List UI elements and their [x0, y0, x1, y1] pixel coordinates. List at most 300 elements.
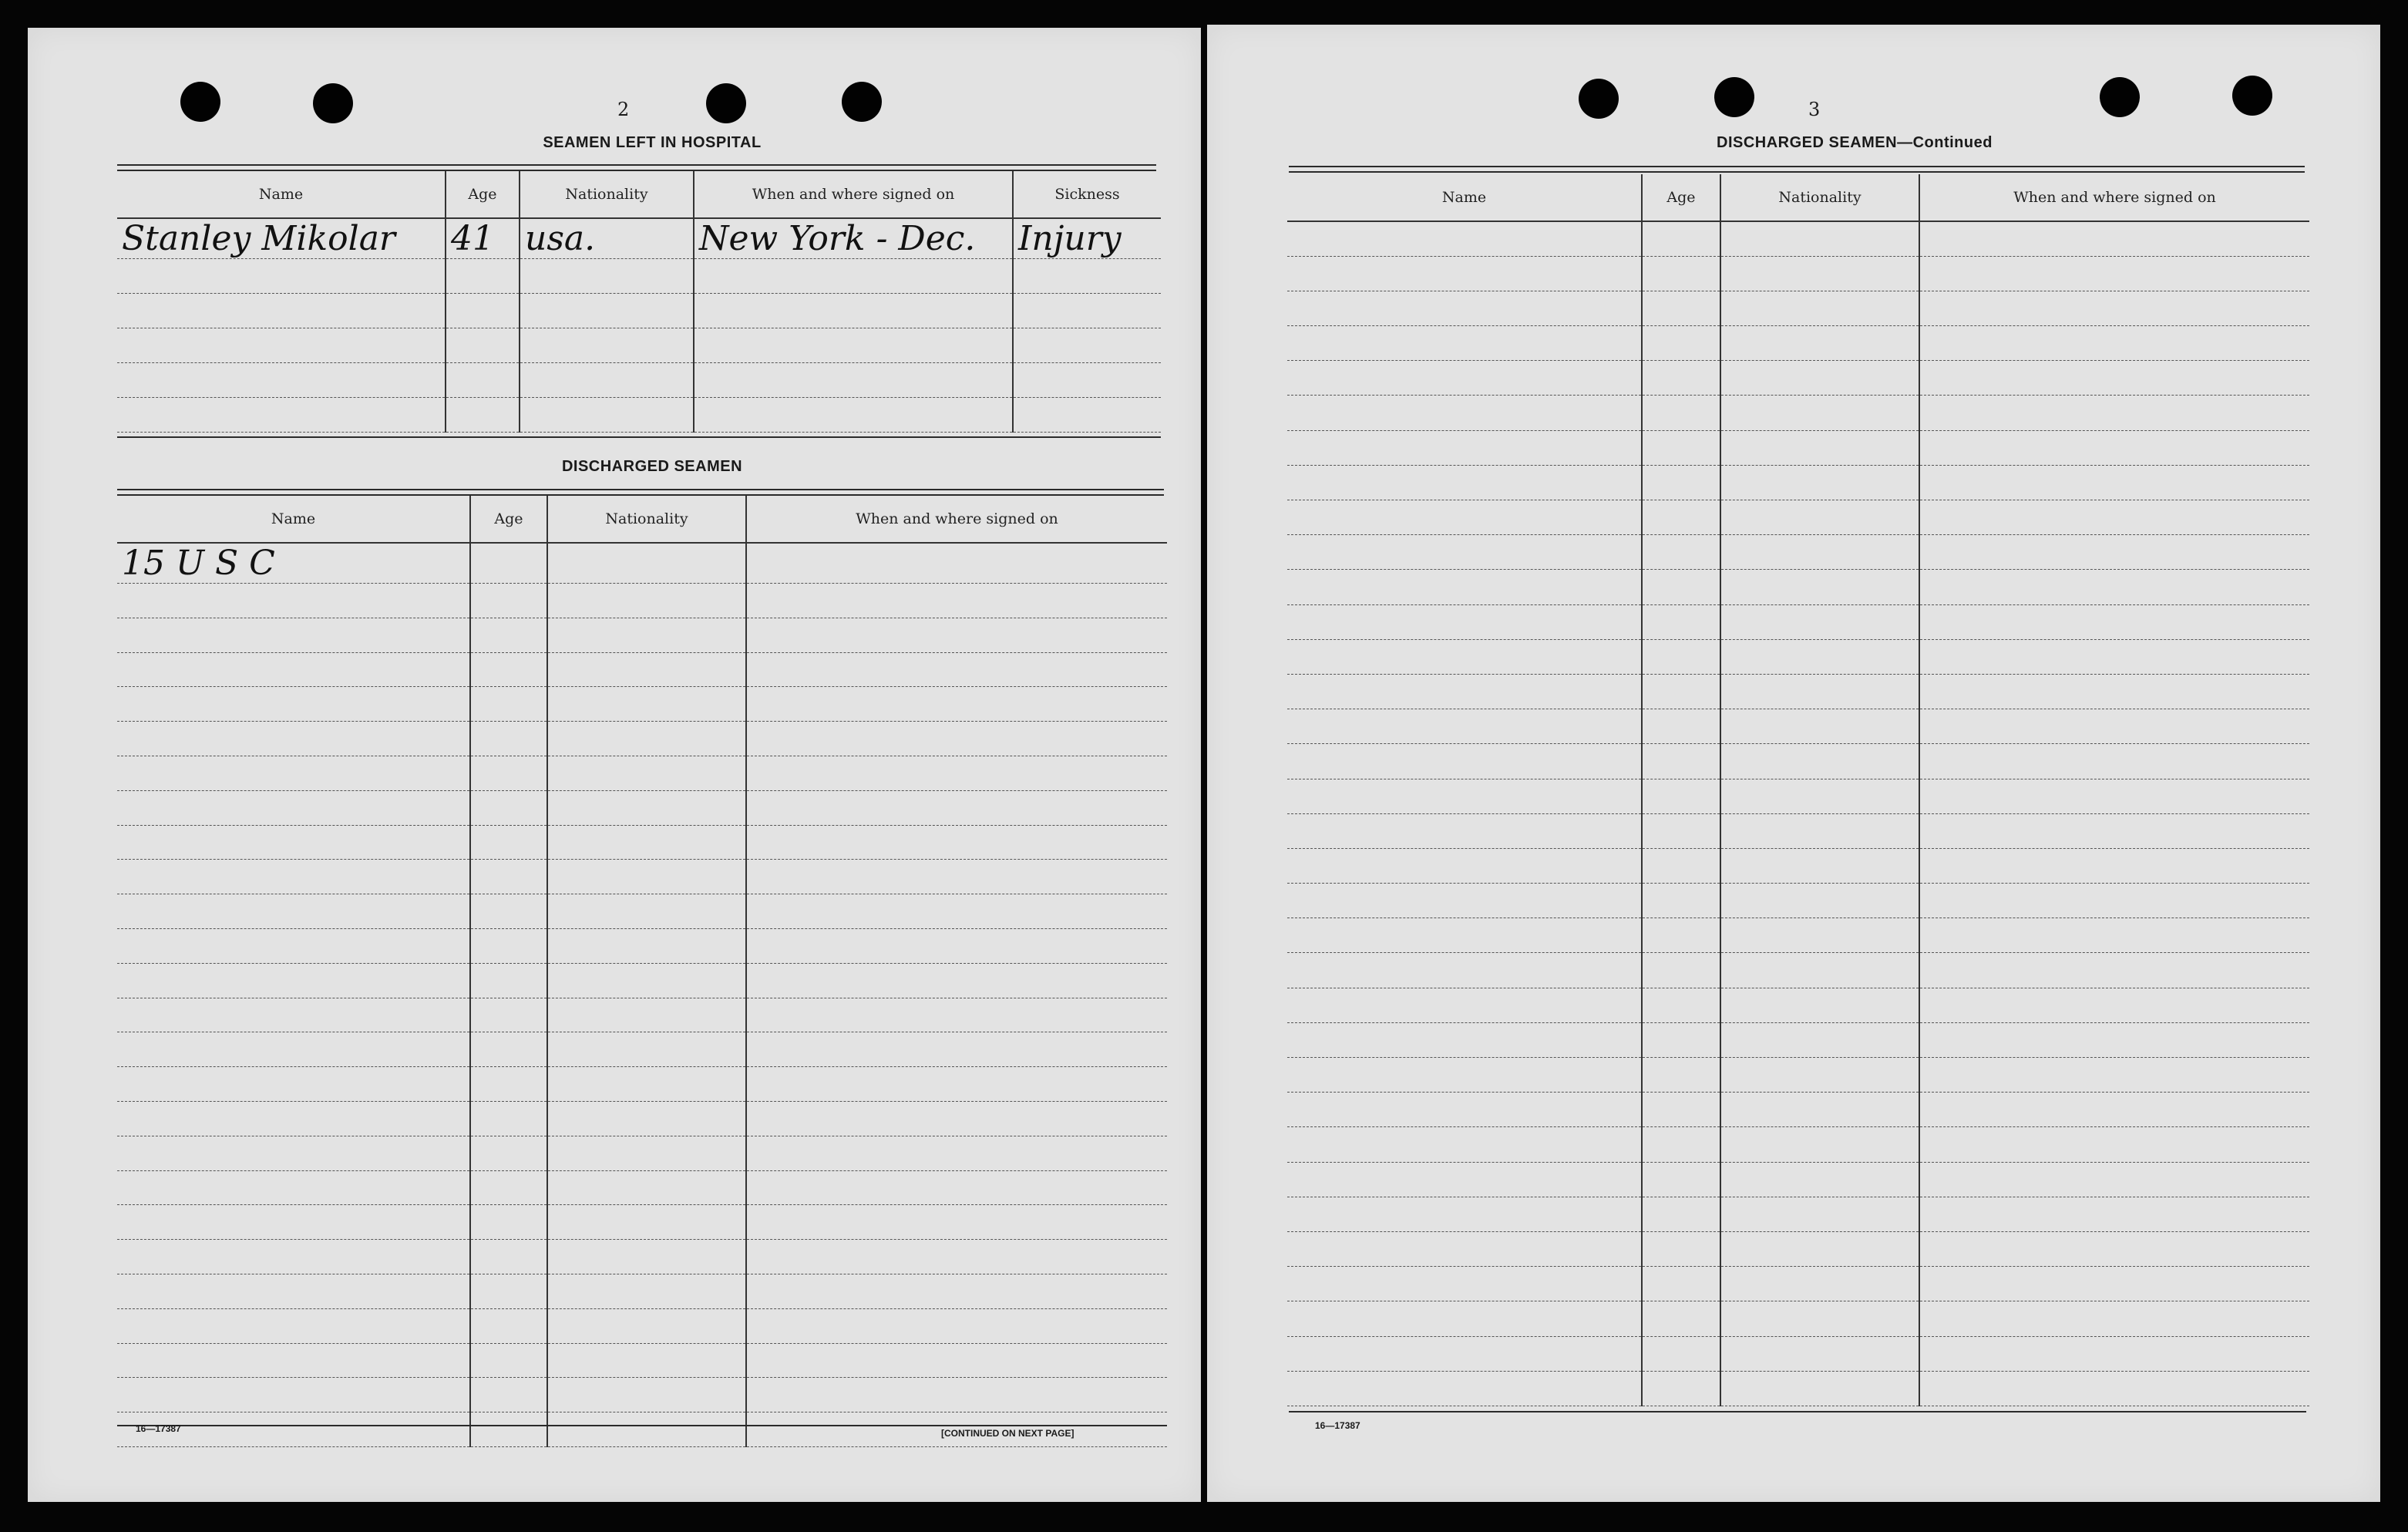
table-cell: [1642, 848, 1720, 883]
table-row: [1287, 1022, 2309, 1057]
table-row: [1287, 535, 2309, 570]
table-cell: [1642, 1093, 1720, 1127]
table-cell: [1720, 1093, 1919, 1127]
discharged-header-row: [117, 496, 1167, 543]
table-cell: [1919, 709, 2309, 744]
col-header-age: Age: [470, 496, 547, 543]
table-row: [1287, 1162, 2309, 1197]
table-cell: [1720, 813, 1919, 848]
table-cell: [1642, 326, 1720, 361]
table-cell: [1919, 1093, 2309, 1127]
col-header-signed-on: When and where signed on: [1919, 174, 2309, 221]
table-cell: [1642, 1267, 1720, 1301]
punch-hole: [180, 82, 220, 122]
table-cell: [547, 722, 746, 756]
table-cell: [470, 825, 547, 860]
table-cell: [520, 363, 694, 398]
table-cell: [547, 860, 746, 894]
table-cell: [117, 1136, 470, 1170]
table-cell: [746, 1136, 1167, 1170]
table-cell: [746, 1308, 1167, 1343]
table-cell: [694, 259, 1013, 294]
discharged-continued-title: DISCHARGED SEAMEN—Continued: [1717, 134, 1993, 151]
table-cell: [1919, 500, 2309, 535]
table-cell: [1287, 779, 1642, 813]
table-cell: [746, 928, 1167, 963]
table-row: [117, 363, 1161, 398]
table-cell: [547, 1308, 746, 1343]
table-cell: [520, 259, 694, 294]
table-cell: [746, 963, 1167, 998]
table-row: [1287, 1301, 2309, 1336]
table-cell: [1919, 1162, 2309, 1197]
table-row: [1287, 744, 2309, 779]
table-cell: [446, 363, 520, 398]
discharged-section-title: DISCHARGED SEAMEN: [561, 458, 743, 475]
table-cell: [1720, 1231, 1919, 1266]
table-cell: [1287, 1371, 1642, 1406]
table-cell: [1642, 1231, 1720, 1266]
table-cell: [1642, 500, 1720, 535]
table-cell: [1919, 1022, 2309, 1057]
table-cell: [1642, 1058, 1720, 1093]
table-row: [1287, 953, 2309, 988]
table-cell: [1919, 326, 2309, 361]
table-cell: [1720, 430, 1919, 465]
table-cell: [1720, 500, 1919, 535]
table-cell: [470, 756, 547, 790]
table-cell: [1287, 813, 1642, 848]
table-cell: [1720, 1267, 1919, 1301]
table-cell: [547, 543, 746, 584]
table-row: [117, 790, 1167, 825]
table-cell: [470, 652, 547, 687]
table-row: [1287, 326, 2309, 361]
table-cell: [1720, 1162, 1919, 1197]
table-cell: [117, 1308, 470, 1343]
table-row: [117, 618, 1167, 652]
table-cell: [117, 860, 470, 894]
table-cell: [1720, 988, 1919, 1022]
table-cell: [1919, 535, 2309, 570]
table-cell: [117, 1240, 470, 1274]
table-cell: [1287, 1231, 1642, 1266]
col-header-name: Name: [117, 496, 470, 543]
col-header-nationality: Nationality: [520, 171, 694, 218]
table-row: [1287, 221, 2309, 256]
table-row: [117, 1378, 1167, 1412]
punch-hole: [842, 82, 882, 122]
section-rule: [117, 1425, 1167, 1426]
table-row: [1287, 639, 2309, 674]
table-cell: [746, 1240, 1167, 1274]
table-cell: [1720, 1127, 1919, 1162]
table-cell: [1919, 1371, 2309, 1406]
table-cell: [746, 860, 1167, 894]
table-cell: [1642, 1022, 1720, 1057]
table-row: [1287, 1371, 2309, 1406]
col-header-signed-on: When and where signed on: [746, 496, 1167, 543]
table-row: [117, 1170, 1167, 1205]
table-cell: [1642, 639, 1720, 674]
table-cell: [1642, 221, 1720, 256]
table-cell: [1642, 918, 1720, 953]
table-cell: [470, 1205, 547, 1240]
table-row: [117, 894, 1167, 929]
table-row: [1287, 779, 2309, 813]
table-row: [117, 1136, 1167, 1170]
table-cell: [746, 1032, 1167, 1067]
table-cell: [117, 1378, 470, 1412]
table-row: [1287, 1197, 2309, 1231]
table-cell: [1642, 430, 1720, 465]
table-row: [117, 543, 1167, 584]
table-cell: [1919, 291, 2309, 325]
table-row: [1287, 1127, 2309, 1162]
table-cell: [1287, 1058, 1642, 1093]
table-row: [117, 1274, 1167, 1308]
table-cell: [1919, 639, 2309, 674]
hospital-header-row: [117, 171, 1161, 218]
punch-hole: [1579, 79, 1619, 119]
table-cell: [1287, 884, 1642, 918]
table-row: [117, 928, 1167, 963]
table-cell: [694, 294, 1013, 328]
table-cell: [117, 1205, 470, 1240]
table-cell: [470, 1240, 547, 1274]
table-row: [117, 398, 1161, 433]
table-row: [1287, 709, 2309, 744]
table-cell: [1642, 256, 1720, 291]
table-cell: [1287, 1301, 1642, 1336]
table-cell: [547, 1274, 746, 1308]
table-cell: [1919, 1231, 2309, 1266]
table-cell: [117, 790, 470, 825]
table-cell: [1720, 570, 1919, 604]
table-cell: [1720, 326, 1919, 361]
table-cell: [1287, 744, 1642, 779]
table-row: [1287, 570, 2309, 604]
table-row: [1287, 1093, 2309, 1127]
table-cell: [1720, 848, 1919, 883]
table-cell: [470, 722, 547, 756]
table-cell: [117, 894, 470, 929]
table-row: [117, 259, 1161, 294]
punch-hole: [1714, 77, 1754, 117]
table-cell: [547, 584, 746, 618]
table-cell: [1919, 1301, 2309, 1336]
table-row: [1287, 430, 2309, 465]
table-cell: [470, 1032, 547, 1067]
table-cell: [1287, 396, 1642, 430]
table-cell: [1642, 1127, 1720, 1162]
table-cell: [1287, 535, 1642, 570]
table-cell: New York - Dec.: [694, 218, 1013, 259]
table-cell: [117, 928, 470, 963]
table-cell: [1720, 918, 1919, 953]
table-cell: [1642, 1301, 1720, 1336]
table-cell: [1287, 1127, 1642, 1162]
table-row: [1287, 396, 2309, 430]
table-cell: [1287, 500, 1642, 535]
table-cell: [547, 1343, 746, 1378]
table-cell: [446, 294, 520, 328]
table-cell: [1919, 674, 2309, 709]
table-row: [117, 1101, 1167, 1136]
continued-note: [CONTINUED ON NEXT PAGE]: [941, 1428, 1075, 1439]
table-cell: [1642, 744, 1720, 779]
table-cell: [117, 1067, 470, 1102]
page-number: 3: [1808, 99, 1821, 120]
table-cell: [1287, 1162, 1642, 1197]
table-cell: [1287, 674, 1642, 709]
table-cell: [1642, 674, 1720, 709]
table-cell: Stanley Mikolar: [117, 218, 446, 259]
table-cell: [1919, 953, 2309, 988]
table-cell: [746, 1378, 1167, 1412]
table-cell: Injury: [1013, 218, 1161, 259]
hospital-table: [117, 171, 1161, 433]
table-cell: [1287, 430, 1642, 465]
table-row: [1287, 884, 2309, 918]
table-cell: [1642, 396, 1720, 430]
table-cell: [547, 1067, 746, 1102]
table-cell: [547, 1412, 746, 1447]
table-cell: [1642, 953, 1720, 988]
table-cell: [1720, 535, 1919, 570]
table-row: [1287, 1336, 2309, 1371]
table-cell: [470, 963, 547, 998]
table-cell: [1642, 813, 1720, 848]
col-header-name: Name: [1287, 174, 1642, 221]
table-cell: [520, 328, 694, 363]
table-cell: [1919, 396, 2309, 430]
table-cell: [1013, 328, 1161, 363]
table-cell: [1287, 1093, 1642, 1127]
table-cell: [547, 1136, 746, 1170]
punch-hole: [313, 83, 353, 123]
table-cell: [1919, 1197, 2309, 1231]
table-cell: [1287, 291, 1642, 325]
table-row: [117, 218, 1161, 259]
table-cell: [547, 963, 746, 998]
table-cell: [520, 398, 694, 433]
table-cell: [1287, 570, 1642, 604]
table-cell: [1720, 639, 1919, 674]
table-cell: [1642, 884, 1720, 918]
table-cell: [446, 328, 520, 363]
section-rule: [117, 436, 1161, 438]
table-cell: [1720, 709, 1919, 744]
table-cell: [470, 1067, 547, 1102]
left-page: [28, 28, 1201, 1502]
table-cell: [1642, 291, 1720, 325]
table-row: [117, 860, 1167, 894]
table-cell: [1642, 1197, 1720, 1231]
table-cell: [746, 543, 1167, 584]
table-cell: [1642, 1336, 1720, 1371]
table-cell: [1287, 256, 1642, 291]
table-cell: [547, 894, 746, 929]
table-row: [1287, 500, 2309, 535]
table-cell: [547, 1205, 746, 1240]
table-cell: [694, 363, 1013, 398]
table-cell: [117, 756, 470, 790]
table-cell: [1642, 361, 1720, 396]
table-cell: [470, 1343, 547, 1378]
discharged-continued-table: [1287, 174, 2309, 1406]
table-cell: [746, 1343, 1167, 1378]
table-cell: [746, 894, 1167, 929]
table-cell: [746, 687, 1167, 722]
table-cell: [746, 825, 1167, 860]
section-rule: [1289, 1411, 2306, 1412]
table-row: [1287, 361, 2309, 396]
table-cell: [1287, 604, 1642, 639]
table-cell: [117, 294, 446, 328]
table-cell: 41: [446, 218, 520, 259]
table-cell: [117, 1101, 470, 1136]
col-header-age: Age: [446, 171, 520, 218]
table-cell: [470, 1136, 547, 1170]
table-row: [117, 1205, 1167, 1240]
table-cell: [470, 1170, 547, 1205]
table-cell: [746, 652, 1167, 687]
table-cell: [117, 963, 470, 998]
table-row: [117, 1343, 1167, 1378]
table-row: [117, 722, 1167, 756]
table-cell: [547, 928, 746, 963]
table-row: [1287, 988, 2309, 1022]
table-cell: [1720, 1301, 1919, 1336]
table-cell: [1287, 326, 1642, 361]
table-cell: [547, 652, 746, 687]
table-cell: [117, 259, 446, 294]
right-header-row: [1287, 174, 2309, 221]
table-cell: [117, 328, 446, 363]
table-cell: [117, 584, 470, 618]
punch-hole: [2232, 76, 2272, 116]
table-cell: [1919, 918, 2309, 953]
table-cell: [1720, 953, 1919, 988]
table-cell: [117, 1343, 470, 1378]
table-cell: 15 U S C: [117, 543, 470, 584]
table-row: [1287, 465, 2309, 500]
table-cell: [1720, 465, 1919, 500]
table-cell: [1720, 291, 1919, 325]
table-cell: [547, 1240, 746, 1274]
table-cell: [470, 687, 547, 722]
table-cell: [1919, 848, 2309, 883]
table-cell: [746, 998, 1167, 1032]
table-cell: [1287, 465, 1642, 500]
table-cell: [1720, 361, 1919, 396]
table-cell: [117, 1032, 470, 1067]
table-row: [1287, 1267, 2309, 1301]
table-cell: [746, 1274, 1167, 1308]
section-rule: [117, 489, 1164, 496]
table-row: [117, 756, 1167, 790]
table-cell: [1287, 1197, 1642, 1231]
table-cell: [1919, 361, 2309, 396]
table-cell: [1642, 988, 1720, 1022]
table-cell: [470, 618, 547, 652]
table-cell: [470, 543, 547, 584]
table-cell: [1642, 465, 1720, 500]
col-header-age: Age: [1642, 174, 1720, 221]
table-cell: [117, 398, 446, 433]
table-cell: [1919, 1058, 2309, 1093]
table-cell: [1720, 1197, 1919, 1231]
col-header-signed-on: When and where signed on: [694, 171, 1013, 218]
table-cell: [1642, 709, 1720, 744]
punch-hole: [706, 83, 746, 123]
table-cell: [470, 1101, 547, 1136]
table-cell: [1642, 779, 1720, 813]
table-cell: [547, 687, 746, 722]
table-cell: [1919, 813, 2309, 848]
table-row: [117, 1067, 1167, 1102]
form-number: 16—17387: [1315, 1420, 1360, 1431]
col-header-name: Name: [117, 171, 446, 218]
table-cell: [470, 1308, 547, 1343]
table-cell: [470, 998, 547, 1032]
table-cell: [746, 1101, 1167, 1136]
table-cell: [547, 1101, 746, 1136]
table-cell: [1720, 396, 1919, 430]
table-cell: [1287, 1267, 1642, 1301]
table-row: [117, 328, 1161, 363]
table-cell: [1720, 256, 1919, 291]
table-cell: [1919, 465, 2309, 500]
table-row: [117, 1032, 1167, 1067]
table-cell: [746, 584, 1167, 618]
table-cell: [694, 328, 1013, 363]
table-cell: [117, 998, 470, 1032]
table-row: [117, 1308, 1167, 1343]
table-cell: [1642, 1371, 1720, 1406]
table-cell: [1642, 535, 1720, 570]
table-cell: [1287, 1022, 1642, 1057]
table-cell: [1642, 604, 1720, 639]
table-cell: [1919, 779, 2309, 813]
table-cell: [1013, 259, 1161, 294]
table-cell: [446, 398, 520, 433]
table-cell: [1642, 1162, 1720, 1197]
table-cell: [1287, 709, 1642, 744]
section-rule: [117, 164, 1156, 171]
table-row: [1287, 848, 2309, 883]
table-cell: [1287, 988, 1642, 1022]
table-cell: [547, 1170, 746, 1205]
table-cell: [470, 1274, 547, 1308]
table-cell: usa.: [520, 218, 694, 259]
table-row: [117, 998, 1167, 1032]
table-cell: [1287, 1336, 1642, 1371]
form-number: 16—17387: [136, 1423, 181, 1434]
table-cell: [117, 1274, 470, 1308]
table-cell: [1720, 1371, 1919, 1406]
right-page: [1207, 25, 2380, 1502]
table-cell: [746, 722, 1167, 756]
table-row: [117, 294, 1161, 328]
table-row: [1287, 1231, 2309, 1266]
table-cell: [1720, 604, 1919, 639]
table-cell: [746, 790, 1167, 825]
table-cell: [1919, 1336, 2309, 1371]
table-row: [1287, 1058, 2309, 1093]
col-header-nationality: Nationality: [1720, 174, 1919, 221]
